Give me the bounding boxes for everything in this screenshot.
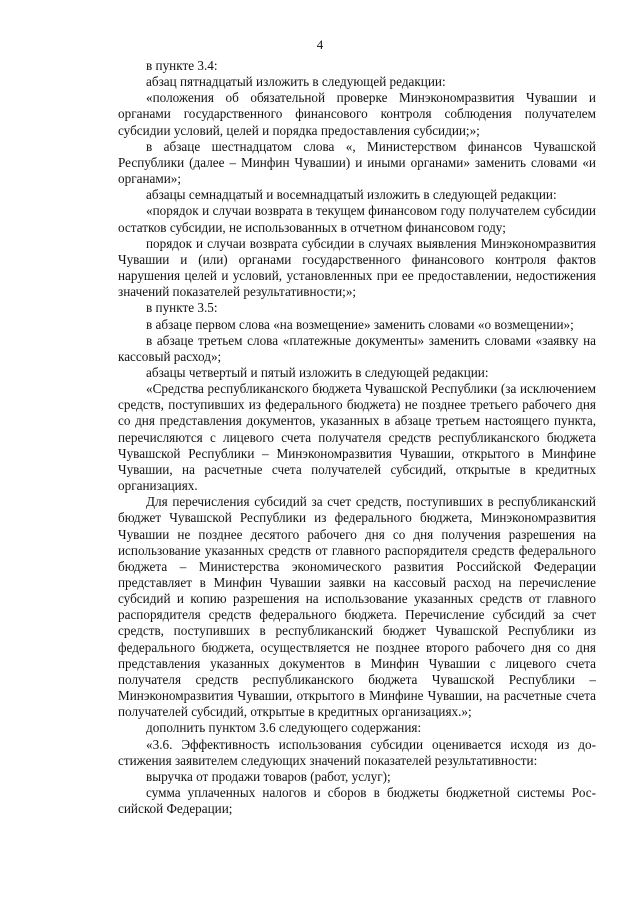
document-body bbox=[118, 58, 596, 817]
paragraph: дополнить пунктом 3.6 следующего содержания: bbox=[146, 720, 422, 736]
page-number: 4 bbox=[316, 37, 324, 52]
paragraph: в пункте 3.5: bbox=[146, 300, 218, 316]
paragraph: сумма уплаченных налогов и сборов в бюджеты бюджетной системы Российской Федерации; bbox=[118, 785, 596, 817]
paragraph: в абзаце первом слова «на возмещение» заменить словами «о возмещении»; bbox=[146, 316, 574, 332]
paragraph: «Средства республиканского бюджета Чувашской Республики (за исключением средств, поступивших из федерального бюджета) не позднее третьего рабочего дня со дня представления документов, указанных в абзаце третьем настоящего пункта, перечисляются с лицевого счета получателя средств республиканского бюджета Чувашской Республики – Минэкономразвития Чувашии, открытого в Минфине Чувашии, на расчетные счета получателей субсидий, открытые в кредитных организациях. bbox=[118, 381, 596, 494]
paragraph: выручка от продажи товаров (работ, услуг); bbox=[146, 768, 391, 784]
paragraph: «3.6. Эффективность использования субсидии оценивается исходя из достижения заявителем следующих значений показателей результативности: bbox=[118, 736, 596, 768]
paragraph: в пункте 3.4: bbox=[146, 58, 218, 73]
paragraph: в абзаце третьем слова «платежные документы» заменить словами «заявку на кассовый расход»; bbox=[118, 332, 596, 364]
paragraph: абзацы четвертый и пятый изложить в следующей редакции: bbox=[146, 364, 489, 380]
paragraph: абзацы семнадцатый и восемнадцатый изложить в следующей редакции: bbox=[146, 187, 557, 203]
paragraph: «положения об обязательной проверке Минэкономразвития Чувашии и органами государственного финансового контроля соблюдения получателем субсидии условий, целей и порядка предоставления субсидии;»; bbox=[118, 90, 596, 138]
paragraph: в абзаце шестнадцатом слова «, Министерством финансов Чувашской Республики (далее – Минфин Чувашии) и иными органами» заменить словами «и органами»; bbox=[118, 138, 596, 187]
paragraph: абзац пятнадцатый изложить в следующей редакции: bbox=[146, 74, 446, 90]
paragraph: порядок и случаи возврата субсидии в случаях выявления Минэкономразвития Чувашии и (или) органами государственного финансового контроля фактов нарушения целей и условий, установленных при ее предоставлении, недостижения значений показателей результативности;»; bbox=[118, 235, 596, 300]
paragraph: «порядок и случаи возврата в текущем финансовом году получателем субсидии остатков субсидии, не использованных в отчетном финансовом году; bbox=[118, 203, 596, 235]
paragraph: Для перечисления субсидий за счет средств, поступивших в республиканский бюджет Чувашской Республики из федерального бюджета, Минэкономразвития Чувашии не позднее десятого рабочего дня со дня получения разрешения на использование указанных средств от главного распорядителя средств федерального бюджета – Министерства экономического развития Российской Федерации представляет в Минфин Чувашии заявки на кассовый расход на перечисление субсидий и копию разрешения на использование указанных средств от главного распорядителя средств федерального бюджета. Перечисление субсидий за счет средств, поступивших в республиканский бюджет Чувашской Республики из федерального бюджета, осуществляется не позднее второго рабочего дня со дня представления указанных документов в Минфин Чувашии с лицевого счета получателя средств республиканского бюджета Чувашской Республики – Минэкономразвития Чувашии, открытого в Минфине Чувашии, на расчетные счета получателей субсидий, открытые в кредитных организациях.»; bbox=[118, 494, 596, 720]
